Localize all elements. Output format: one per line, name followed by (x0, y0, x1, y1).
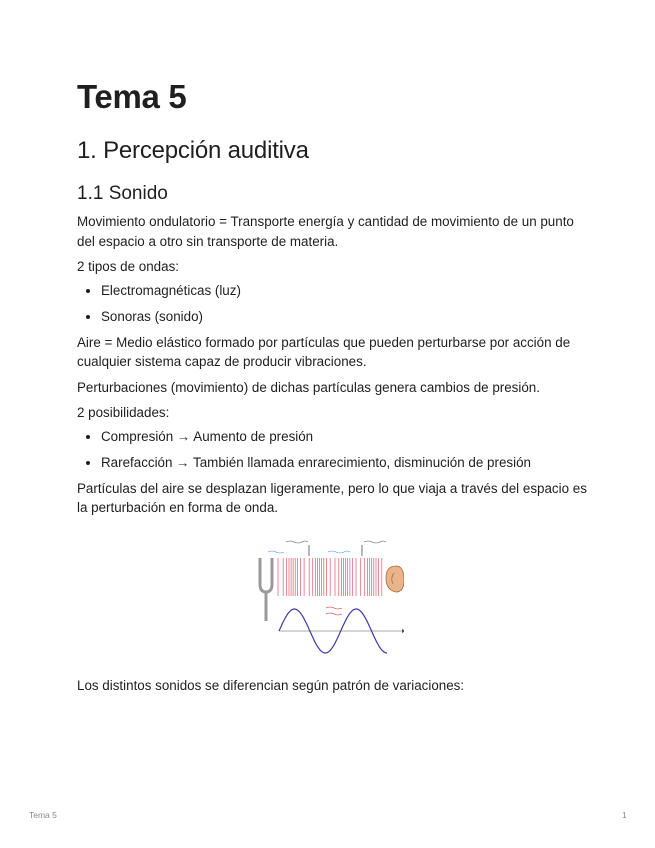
paragraph-air-medium: Aire = Medio elástico formado por partículas que pueden perturbarse por acción de cualquier sistema capaz de producir vibraciones. (77, 334, 571, 369)
list-item: • Sonoras (sonido) (101, 307, 587, 327)
label-scribble (268, 551, 284, 553)
tuning-fork-icon (260, 558, 272, 621)
list-item: • Rarefacción → También llamada enrarecimiento, disminución de presión (101, 453, 587, 473)
paragraph-particles: Partículas del aire se desplazan ligeramente, pero lo que viaja a través del espacio es la perturbación en forma de onda. (77, 480, 587, 515)
paragraph-wave-motion: Movimiento ondulatorio = Transporte energía y cantidad de movimiento de un punto del espacio a otro sin transporte de materia. (77, 214, 574, 249)
paragraph-wave-types: 2 tipos de ondas: (77, 259, 179, 274)
section-heading: 1. Percepción auditiva (77, 137, 309, 164)
wave-types-list (77, 281, 587, 327)
sound-wave-figure (254, 536, 404, 654)
axis-arrow-icon (402, 629, 404, 633)
footer-title: Tema 5 (29, 810, 57, 820)
possibilities-list (77, 427, 587, 473)
label-scribble (286, 541, 308, 543)
figure-labels (268, 541, 386, 615)
list-item: • Electromagnéticas (luz) (101, 281, 587, 301)
document-body (77, 78, 587, 695)
ear-icon (386, 566, 404, 592)
page-title: Tema 5 (77, 78, 187, 115)
list-item: • Compresión → Aumento de presión (101, 427, 587, 447)
paragraph-sound-patterns: Los distintos sonidos se diferencian según patrón de variaciones: (77, 677, 465, 693)
paragraph-perturbations: Perturbaciones (movimiento) de dichas partículas genera cambios de presión. (77, 379, 540, 395)
page-number: 1 (622, 810, 627, 820)
label-scribble (328, 551, 350, 553)
label-scribble (326, 613, 342, 615)
sound-wave-illustration (254, 536, 404, 654)
subsection-heading: 1.1 Sonido (77, 183, 168, 204)
label-scribble (364, 541, 386, 543)
compression-lines (278, 558, 382, 596)
label-scribble (326, 607, 342, 609)
paragraph-possibilities: 2 posibilidades: (77, 405, 170, 420)
